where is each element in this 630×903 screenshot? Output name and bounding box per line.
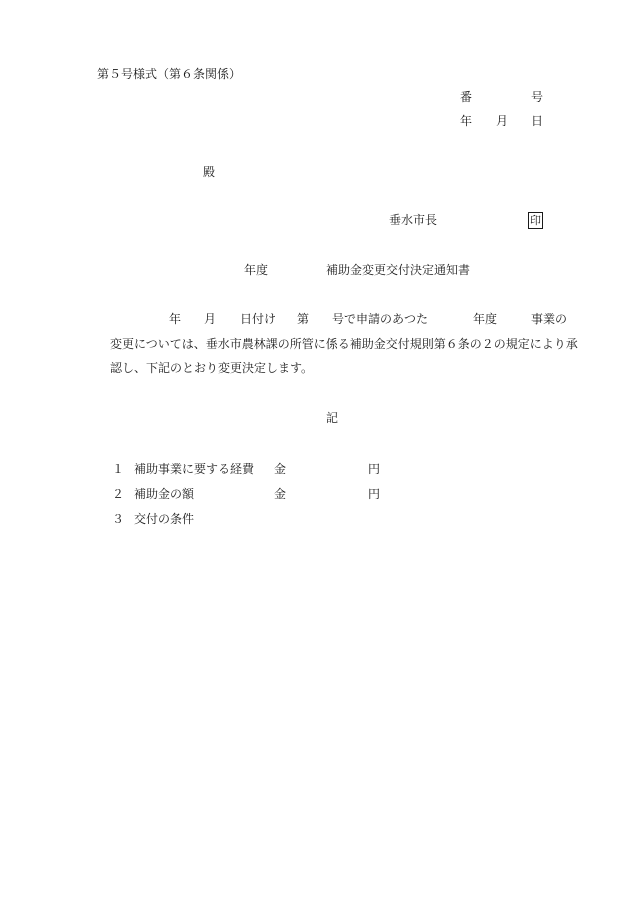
item-label: 補助事業に要する経費 bbox=[134, 462, 255, 476]
body-project: 事業の bbox=[531, 312, 568, 326]
date-month: 月 bbox=[496, 114, 509, 128]
item-number: １ bbox=[112, 462, 125, 476]
item-label: 補助金の額 bbox=[134, 487, 195, 501]
title-year-label: 年度 bbox=[244, 263, 269, 277]
body-year: 年 bbox=[169, 312, 182, 326]
item-label: 交付の条件 bbox=[134, 512, 195, 526]
document-title: 補助金変更交付決定通知書 bbox=[326, 263, 471, 277]
item-kin: 金 bbox=[274, 487, 287, 501]
item-number: ２ bbox=[112, 487, 125, 501]
document-number-suffix: 号 bbox=[531, 90, 544, 104]
body-dai: 第 bbox=[297, 312, 310, 326]
body-fiscal-year: 年度 bbox=[473, 312, 498, 326]
document-number-label: 番 bbox=[460, 90, 473, 104]
seal-mark: 印 bbox=[530, 214, 541, 227]
date-year: 年 bbox=[460, 114, 473, 128]
body-request: 号で申請のあつた bbox=[332, 312, 429, 326]
item-kin: 金 bbox=[274, 462, 287, 476]
item-number: ３ bbox=[112, 512, 125, 526]
form-number: 第５号様式（第６条関係） bbox=[97, 67, 242, 81]
item-yen: 円 bbox=[368, 487, 381, 501]
date-day: 日 bbox=[531, 114, 544, 128]
body-month: 月 bbox=[204, 312, 217, 326]
item-yen: 円 bbox=[368, 462, 381, 476]
addressee-honorific: 殿 bbox=[203, 165, 216, 179]
body-dated: 日付け bbox=[240, 312, 277, 326]
body-line-3: 認し、下記のとおり変更決定します。 bbox=[110, 361, 314, 375]
issuer-name: 垂水市長 bbox=[389, 213, 438, 227]
record-heading: 記 bbox=[326, 411, 339, 425]
body-line-2: 変更については、垂水市農林課の所管に係る補助金交付規則第６条の２の規定により承 bbox=[110, 337, 578, 351]
